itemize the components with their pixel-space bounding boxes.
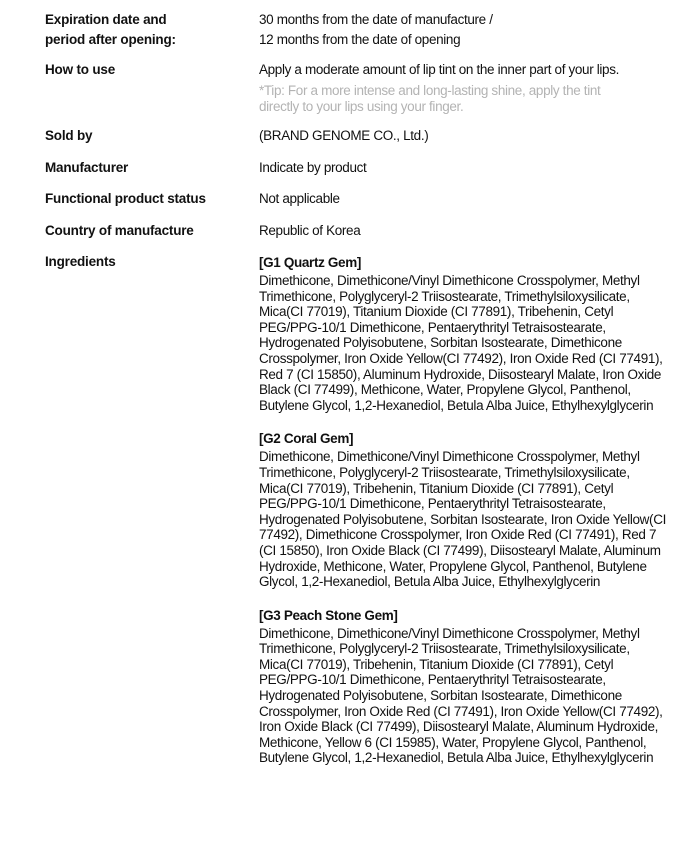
how-to-use-value (259, 60, 669, 115)
ingredient-group-text: Dimethicone, Dimethicone/Vinyl Dimethicone Crosspolymer, Methyl Trimethicone, Polyglyceryl-2 Triisostearate, Trimethylsiloxysilicate, Mica(CI 77019), Titanium Dioxide (CI 77891), Tribehenin, Cetyl PEG/PPG-10/1 Dimethicone, Pentaerythrityl Tetraisostearate, Hydrogenated Polyisobutene, Sorbitan Isostearate, Dimethicone Crosspolymer, Iron Oxide Yellow(CI 77492), Iron Oxide Red (CI 77491), Red 7 (CI 15850), Aluminum Hydroxide, Diisostearyl Malate, Iron Oxide Black (CI 77499), Methicone, Water, Propylene Glycol, Panthenol, Butylene Glycol, 1,2-Hexanediol, Betula Alba Juice, Ethylhexylglycerin (259, 273, 663, 413)
ingredient-group-g2 (259, 431, 669, 589)
how-to-use-label: How to use (45, 62, 116, 77)
manufacturer-label: Manufacturer (45, 160, 129, 175)
sold-by-value: (BRAND GENOME CO., Ltd.) (259, 128, 429, 143)
country-label: Country of manufacture (45, 223, 194, 238)
expiration-value (259, 10, 669, 50)
ingredient-group-g1 (259, 255, 669, 413)
ingredient-group-g3 (259, 608, 669, 766)
expiration-value-line2: 12 months from the date of opening (259, 32, 461, 47)
ingredient-group-title: [G3 Peach Stone Gem] (259, 607, 398, 623)
ingredients-list (259, 255, 669, 784)
how-to-use-text: Apply a moderate amount of lip tint on the inner part of your lips. (259, 62, 620, 77)
functional-status-label: Functional product status (45, 191, 206, 206)
expiration-label-line1: Expiration date and (45, 12, 167, 27)
ingredient-group-text: Dimethicone, Dimethicone/Vinyl Dimethicone Crosspolymer, Methyl Trimethicone, Polyglyceryl-2 Triisostearate, Trimethylsiloxysilicate, Mica(CI 77019), Tribehenin, Titanium Dioxide (CI 77891), Cetyl PEG/PPG-10/1 Dimethicone, Pentaerythrityl Tetraisostearate, Hydrogenated Polyisobutene, Sorbitan Isostearate, Dimethicone Crosspolymer, Iron Oxide Red (CI 77491), Iron Oxide Yellow(CI 77492), Iron Oxide Black (CI 77499), Diisostearyl Malate, Aluminum Hydroxide, Methicone, Yellow 6 (CI 15985), Water, Propylene Glycol, Panthenol, Butylene Glycol, 1,2-Hexanediol, Betula Alba Juice, Ethylhexylglycerin (259, 625, 663, 766)
expiration-label-line2: period after opening: (45, 32, 176, 47)
ingredients-label: Ingredients (45, 254, 116, 269)
ingredient-group-text: Dimethicone, Dimethicone/Vinyl Dimethicone Crosspolymer, Methyl Trimethicone, Polyglyceryl-2 Triisostearate, Trimethylsiloxysilicate, Mica(CI 77019), Tribehenin, Titanium Dioxide (CI 77891), Cetyl PEG/PPG-10/1 Dimethicone, Pentaerythrityl Tetraisostearate, Hydrogenated Polyisobutene, Sorbitan Isostearate, Iron Oxide Yellow(CI 77492), Dimethicone Crosspolymer, Iron Oxide Red (CI 77491), Red 7 (CI 15850), Iron Oxide Black (CI 77499), Diisostearyl Malate, Aluminum Hydroxide, Methicone, Water, Propylene Glycol, Panthenol, Butylene Glycol, 1,2-Hexanediol, Betula Alba Juice, Ethylhexylglycerin (259, 449, 667, 590)
country-value: Republic of Korea (259, 223, 361, 238)
ingredient-group-title: [G1 Quartz Gem] (259, 255, 362, 270)
how-to-use-tip (259, 83, 669, 115)
expiration-label (45, 10, 245, 50)
functional-status-value: Not applicable (259, 191, 340, 206)
manufacturer-value: Indicate by product (259, 160, 367, 175)
ingredient-group-title: [G2 Coral Gem] (259, 431, 354, 447)
sold-by-label: Sold by (45, 128, 93, 143)
how-to-use-tip-line1: *Tip: For a more intense and long-lasting shine, apply the tint (259, 83, 601, 98)
expiration-value-line1: 30 months from the date of manufacture / (259, 12, 493, 27)
how-to-use-tip-line2: directly to your lips using your finger. (259, 99, 464, 114)
